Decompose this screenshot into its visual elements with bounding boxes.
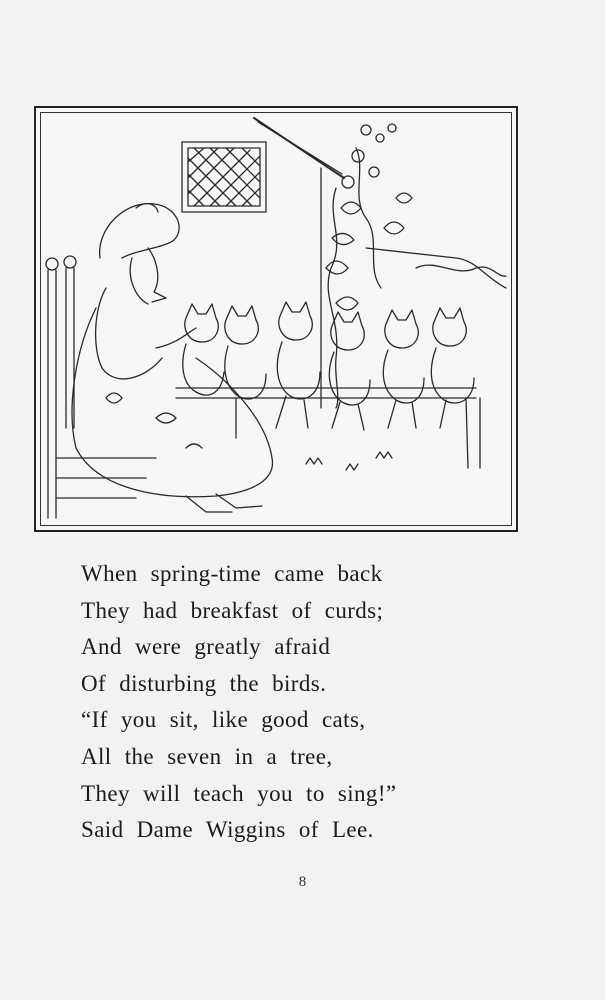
page-number: 8	[298, 874, 307, 890]
verse-text	[81, 556, 521, 849]
window-illustration	[182, 142, 266, 212]
verse-line: All the seven in a tree,	[81, 743, 333, 769]
verse-line: When spring-time came back	[81, 561, 383, 586]
verse-line: Of disturbing the birds.	[81, 670, 327, 696]
line-illustration	[36, 108, 516, 530]
illustration-frame	[34, 106, 518, 532]
verse-line: They had breakfast of curds;	[81, 597, 384, 623]
rose-vine-illustration	[326, 124, 506, 408]
verse-line: Said Dame Wiggins of Lee.	[81, 817, 374, 843]
bench-illustration	[176, 388, 476, 398]
verse-line: “If you sit, like good cats,	[81, 707, 366, 733]
dame-wiggins-illustration	[72, 204, 272, 512]
seven-cats-illustration	[183, 302, 474, 430]
verse-line: And were greatly afraid	[81, 634, 331, 660]
verse-line: They will teach you to sing!”	[81, 780, 397, 806]
chair-illustration	[46, 256, 156, 518]
